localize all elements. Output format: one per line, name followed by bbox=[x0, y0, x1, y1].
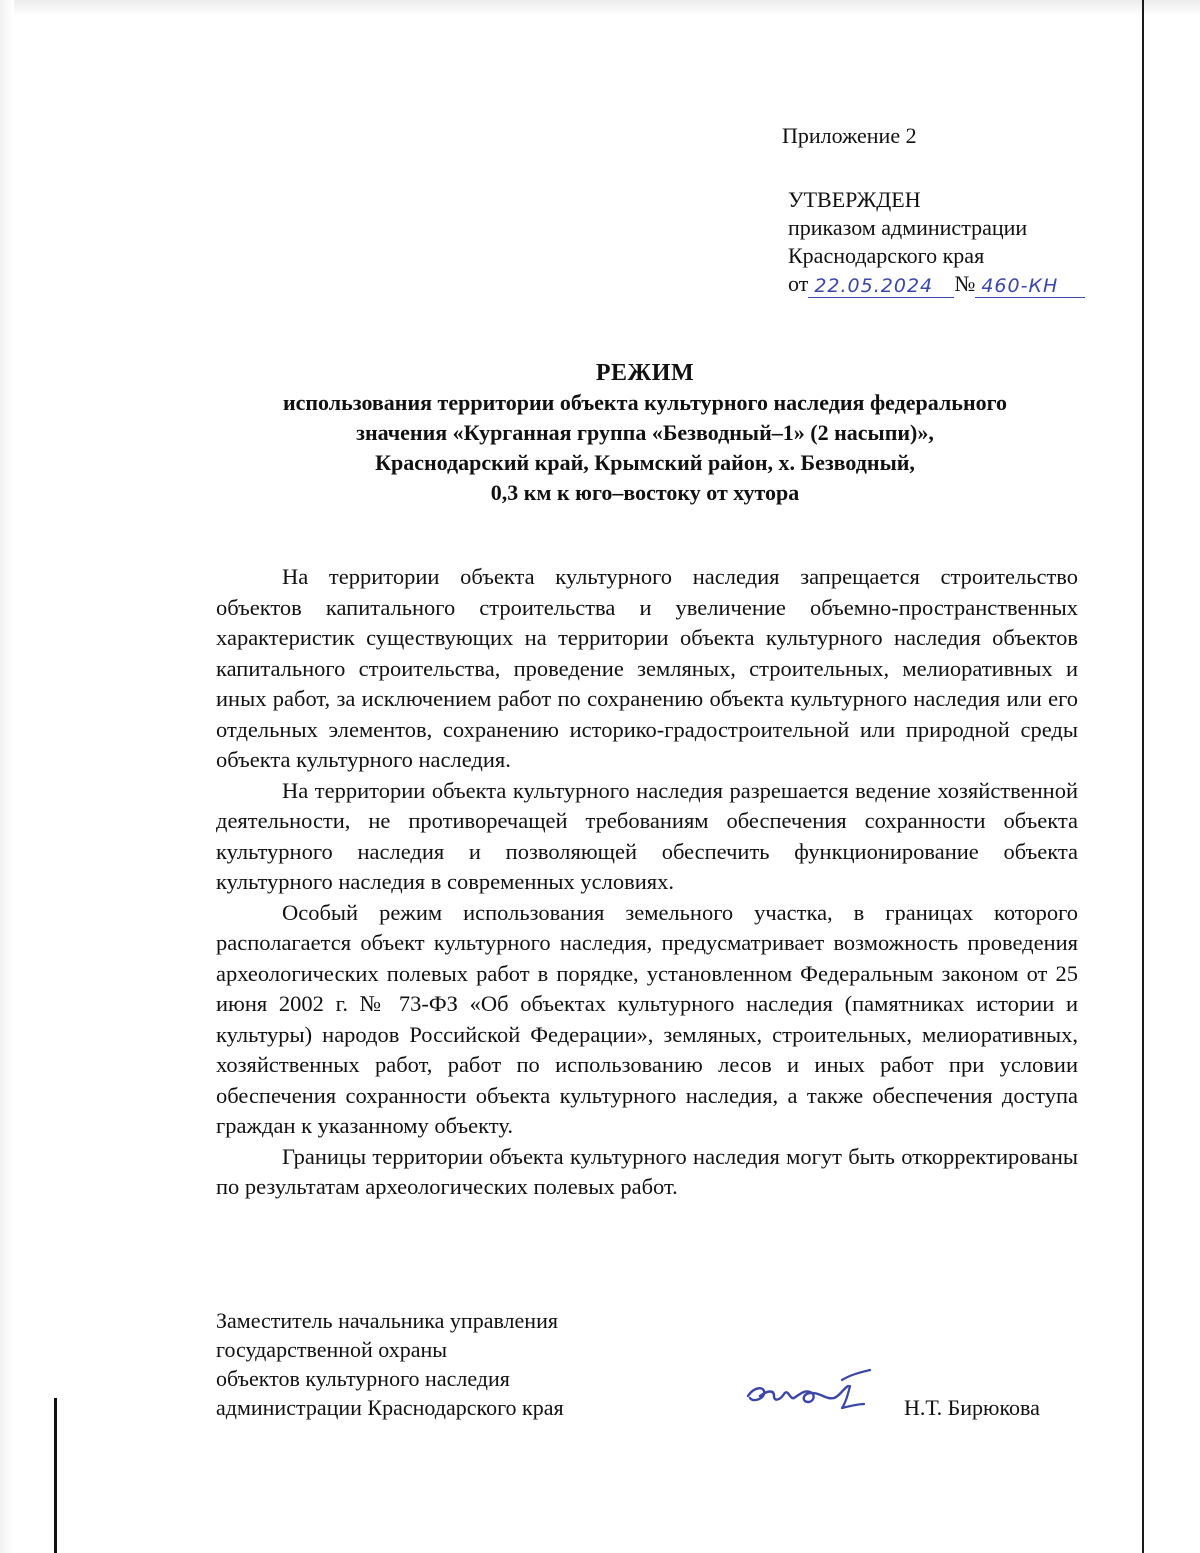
body-paragraph-2: На территории объекта культурного наследия разрешается ведение хозяйственной деятельности, не противоречащей требованиям обеспечения сохранности объекта культурного наследия и позволяющей обеспечить функционирование объекта культурного наследия в современных условиях. bbox=[216, 777, 1078, 894]
title-main: РЕЖИМ bbox=[595, 360, 695, 386]
approval-stamp-block bbox=[788, 186, 1085, 298]
title-line-1: использования территории объекта культурного наследия федерального bbox=[282, 390, 1008, 415]
body-paragraph-4: Границы территории объекта культурного наследия могут быть откорректированы по результатам археологических полевых работ. bbox=[216, 1143, 1078, 1199]
signer-title-line-1: Заместитель начальника управления bbox=[216, 1308, 558, 1333]
document-body bbox=[216, 562, 1078, 1203]
signer-title-line-2: государственной охраны bbox=[216, 1337, 448, 1362]
body-paragraph-1: На территории объекта культурного наследия запрещается строительство объектов капитального строительства и увеличение объемно-пространственных характеристик существующих на территории объекта культурного наследия объектов капитального строительства, проведение земляных, строительных, мелиоративных и иных работ, за исключением работ по сохранению объекта культурного наследия или его отдельных элементов, сохранению историко-градостроительной или природной среды объекта культурного наследия. bbox=[216, 564, 1078, 772]
approval-heading: УТВЕРЖДЕН bbox=[788, 187, 921, 212]
body-paragraph-3: Особый режим использования земельного участка, в границах которого располагается объект культурного наследия, предусматривает возможность проведения археологических полевых работ в порядке, установленном Федеральным законом от 25 июня 2002 г. № 73-ФЗ «Об объектах культурного наследия (памятниках истории и культуры) народов Российской Федерации», земляных, строительных, мелиоративных, хозяйственных работ, работ по использованию лесов и иных работ при условии обеспечения сохранности объекта культурного наследия, а также обеспечения доступа граждан к указанному объекту. bbox=[216, 899, 1078, 1138]
scan-border-line-left bbox=[54, 1398, 57, 1553]
title-line-4: 0,3 км к юго–востоку от хутора bbox=[490, 480, 800, 505]
approval-line-1: приказом администрации bbox=[788, 215, 1028, 240]
date-prefix: от bbox=[788, 271, 809, 296]
scan-left-edge bbox=[0, 0, 14, 1553]
signer-title-line-4: администрации Краснодарского края bbox=[216, 1395, 564, 1420]
signer-name: Н.Т. Бирюкова bbox=[904, 1395, 1040, 1420]
signature-block bbox=[216, 1306, 1078, 1422]
handwritten-number: 460-КН bbox=[975, 276, 1085, 298]
appendix-label: Приложение 2 bbox=[782, 123, 917, 148]
signer-title-line-3: объектов культурного наследия bbox=[216, 1366, 510, 1391]
scan-border-line-right bbox=[1142, 0, 1144, 1553]
number-prefix: № bbox=[954, 271, 976, 296]
document-title bbox=[200, 358, 1090, 508]
approval-line-2: Краснодарского края bbox=[788, 243, 985, 268]
scan-top-band bbox=[0, 0, 1200, 16]
title-line-3: Краснодарский край, Крымский район, х. Безводный, bbox=[375, 450, 915, 475]
handwritten-date: 22.05.2024 bbox=[808, 276, 954, 298]
title-line-2: значения «Курганная группа «Безводный–1» (2 насыпи)», bbox=[356, 420, 934, 445]
handwritten-signature bbox=[730, 1360, 880, 1420]
approval-date-line bbox=[788, 270, 1085, 298]
